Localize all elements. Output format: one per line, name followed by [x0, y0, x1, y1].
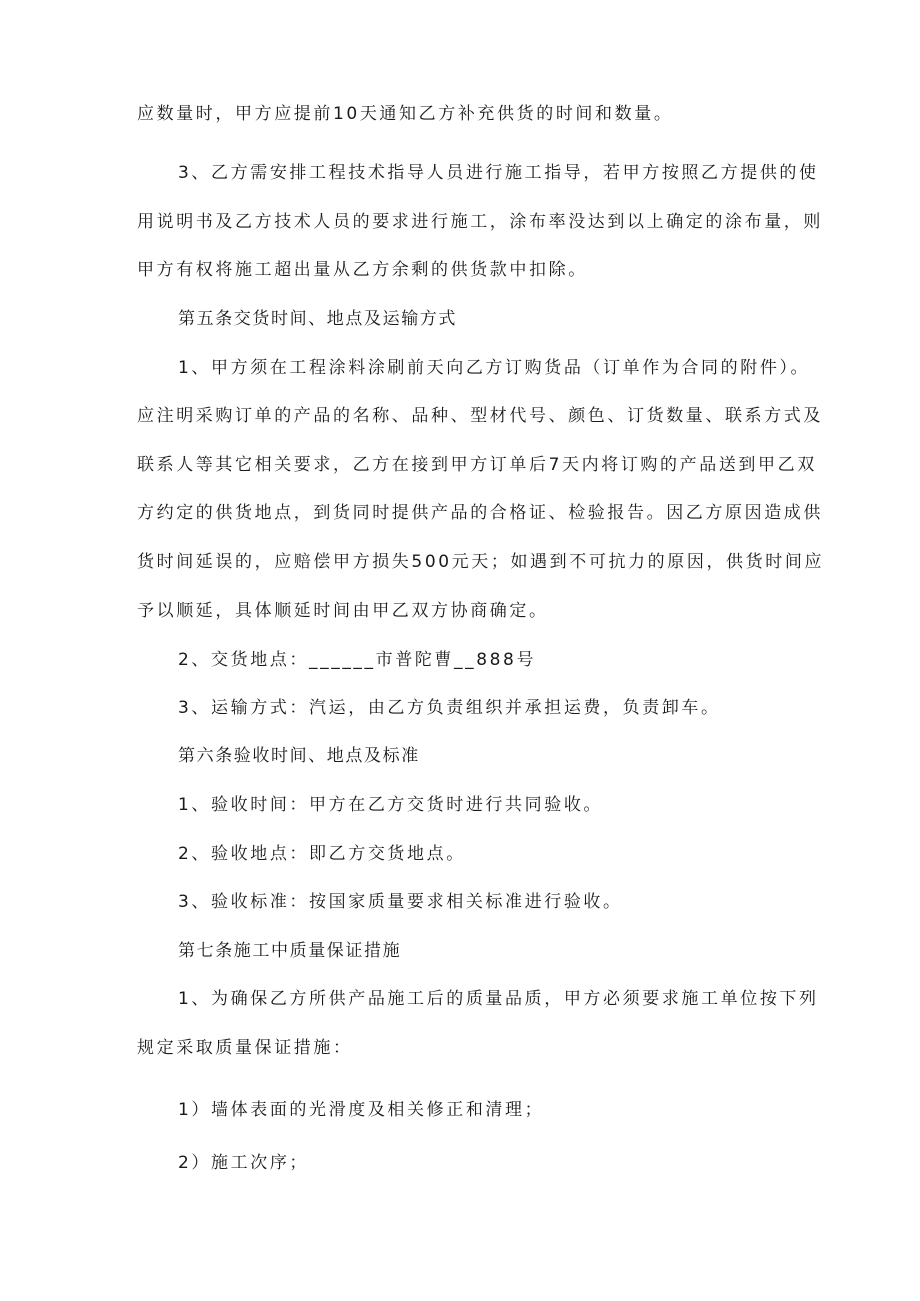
- paragraph-line: 3、运输方式：汽运，由乙方负责组织并承担运费，负责卸车。: [178, 698, 721, 718]
- section-heading: 第七条施工中质量保证措施: [178, 941, 402, 961]
- list-item-line: 2）施工次序；: [178, 1153, 310, 1173]
- paragraph-line: 1、验收时间：甲方在乙方交货时进行共同验收。: [178, 795, 604, 815]
- paragraph-line: 1、为确保乙方所供产品施工后的质量品质，甲方必须要求施工单位按下列: [178, 989, 819, 1009]
- paragraph-line: 规定采取质量保证措施：: [137, 1038, 353, 1058]
- paragraph-line: 予以顺延，具体顺延时间由甲乙双方协商确定。: [137, 601, 549, 621]
- section-heading: 第六条验收时间、地点及标准: [178, 746, 420, 766]
- paragraph-line: 2、验收地点：即乙方交货地点。: [178, 844, 466, 864]
- paragraph-line: 3、验收标准：按国家质量要求相关标准进行验收。: [178, 892, 623, 912]
- paragraph-line: 货时间延误的，应赔偿甲方损失500元天；如遇到不可抗力的原因，供货时间应: [137, 552, 825, 572]
- paragraph-line: 3、乙方需安排工程技术指导人员进行施工指导，若甲方按照乙方提供的使: [178, 163, 819, 183]
- paragraph-line: 应数量时，甲方应提前10天通知乙方补充供货的时间和数量。: [137, 104, 674, 124]
- paragraph-line: 2、交货地点：______市普陀曹__888号: [178, 650, 537, 670]
- paragraph-line: 用说明书及乙方技术人员的要求进行施工，涂布率没达到以上确定的涂布量，则: [137, 212, 823, 232]
- paragraph-line: 甲方有权将施工超出量从乙方余剩的供货款中扣除。: [137, 260, 588, 280]
- paragraph-line: 方约定的供货地点，到货同时提供产品的合格证、检验报告。因乙方原因造成供: [137, 503, 823, 523]
- list-item-line: 1）墙体表面的光滑度及相关修正和清理；: [178, 1100, 545, 1120]
- paragraph-line: 应注明采购订单的产品的名称、品种、型材代号、颜色、订货数量、联系方式及: [137, 406, 823, 426]
- paragraph-line: 1、甲方须在工程涂料涂刷前天向乙方订购货品（订单作为合同的附件）。: [178, 358, 811, 378]
- paragraph-line: 联系人等其它相关要求，乙方在接到甲方订单后7天内将订购的产品送到甲乙双: [137, 455, 817, 475]
- section-heading: 第五条交货时间、地点及运输方式: [178, 309, 457, 329]
